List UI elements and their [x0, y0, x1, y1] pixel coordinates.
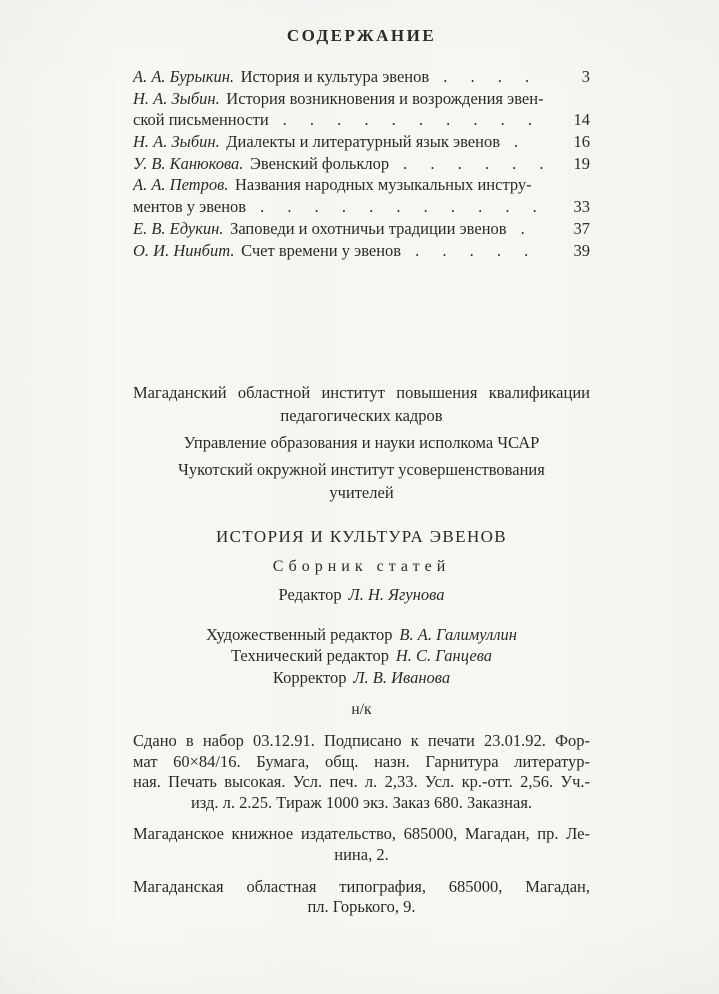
toc-entry-title: История и культура эвенов [240, 67, 430, 86]
toc-entry-author: Е. В. Едукин. [133, 218, 224, 238]
printer-address-line: пл. Горького, 9. [307, 897, 416, 917]
toc-entry-title: Названия народных музыкальных инстру- [234, 175, 532, 195]
imprint-line: изд. л. 2.25. Тираж 1000 экз. Заказ 680. Заказная. [190, 792, 533, 812]
toc-page-number: 19 [573, 153, 590, 173]
toc-dot-leader: . . . . [443, 67, 530, 86]
toc-entry-title: Заповеди и охотничьи традиции эвенов [230, 218, 507, 238]
staff-role-label: Корректор [272, 667, 347, 687]
publisher-address [133, 824, 590, 865]
institution-entry [133, 431, 590, 454]
toc-entry-title: История возникновения и возрождения эвен- [226, 88, 544, 108]
toc-entry-title: Счет времени у эвенов [241, 240, 402, 260]
printer-address [133, 877, 590, 918]
toc-entry-title: Диалекты и литературный язык эвенов [226, 132, 500, 152]
toc-entry [133, 175, 590, 197]
toc-dot-leader: . . . . . . . . . . . [260, 197, 537, 217]
institution-entry [133, 381, 590, 427]
toc-entry-author: У. В. Канюкова. [133, 153, 244, 173]
institutions-block [133, 381, 590, 504]
imprint-line: ная. Печать высокая. Усл. печ. л. 2,33. Усл. кр.-отт. 2,56. Уч.- [133, 772, 590, 792]
toc-page-number: 39 [573, 240, 590, 260]
institution-line: Управление образования и науки исполкома ЧСАР [183, 433, 540, 453]
toc-entry [133, 197, 590, 219]
toc-dot-leader: . [520, 218, 525, 238]
institution-line: Чукотский окружной институт усовершенствования [178, 460, 545, 480]
toc-page-number: 16 [573, 132, 590, 152]
staff-line [133, 624, 590, 645]
toc-dot-leader: . . . . . [415, 240, 529, 260]
institution-line: Магаданский областной институт повышения квалификации [133, 383, 590, 403]
toc-entry-author: Н. А. Зыбин. [133, 88, 220, 108]
toc-page-number: 3 [581, 67, 590, 86]
toc-entry-author: О. И. Нинбит. [133, 240, 235, 260]
institution-entry [133, 458, 590, 504]
table-of-contents [133, 67, 590, 262]
toc-entry-title: ментов у эвенов [133, 197, 247, 217]
toc-entry [133, 89, 590, 111]
staff-name: Н. С. Ганцева [395, 646, 493, 666]
toc-dot-leader: . . . . . . [403, 153, 544, 173]
institution-line: педагогических кадров [280, 406, 443, 426]
toc-dot-leader: . . . . . . . . . . [282, 110, 533, 130]
contents-heading: СОДЕРЖАНИЕ [286, 26, 437, 45]
toc-entry [133, 241, 590, 263]
editor-label: Редактор [278, 585, 342, 605]
printer-address-line: Магаданская областная типография, 685000, Магадан, [133, 876, 590, 896]
book-title: ИСТОРИЯ И КУЛЬТУРА ЭВЕНОВ [215, 527, 508, 547]
imprint-line: мат 60×84/16. Бумага, общ. назн. Гарнитура литератур- [133, 751, 590, 771]
imprint-block [133, 731, 590, 813]
toc-entry [133, 110, 590, 132]
toc-dot-leader: . [514, 132, 519, 152]
toc-entry-author: А. А. Бурыкин. [133, 67, 234, 86]
toc-entry [133, 132, 590, 154]
toc-entry [133, 219, 590, 241]
staff-block [133, 624, 590, 688]
editor-line [133, 585, 590, 605]
imprint-line: Сдано в набор 03.12.91. Подписано к печати 23.01.92. Фор- [133, 731, 590, 751]
staff-name: Л. В. Иванова [353, 667, 451, 687]
institution-line: учителей [329, 483, 394, 503]
text-column [133, 26, 590, 918]
toc-page-number: 14 [573, 110, 590, 130]
toc-page-number: 33 [573, 197, 590, 217]
staff-line [133, 645, 590, 666]
book-subtitle: Сборник статей [272, 558, 451, 576]
staff-role-label: Художественный редактор [206, 625, 393, 645]
publisher-address-line: Магаданское книжное издательство, 685000, Магадан, пр. Ле- [133, 824, 590, 844]
toc-entry-title: ской письменности [133, 110, 269, 130]
toc-page-number: 37 [573, 218, 590, 238]
editor-name: Л. Н. Ягунова [348, 585, 445, 605]
toc-entry-author: Н. А. Зыбин. [133, 132, 220, 152]
print-code: н/к [351, 701, 372, 719]
staff-name: В. А. Галимуллин [399, 625, 517, 645]
toc-entry-author: А. А. Петров. [133, 175, 229, 195]
staff-role-label: Технический редактор [230, 646, 389, 666]
toc-entry-title: Эвенский фольклор [250, 153, 390, 173]
toc-entry [133, 154, 590, 176]
toc-entry [133, 67, 590, 89]
publisher-address-line: нина, 2. [334, 845, 389, 865]
staff-line [133, 667, 590, 688]
